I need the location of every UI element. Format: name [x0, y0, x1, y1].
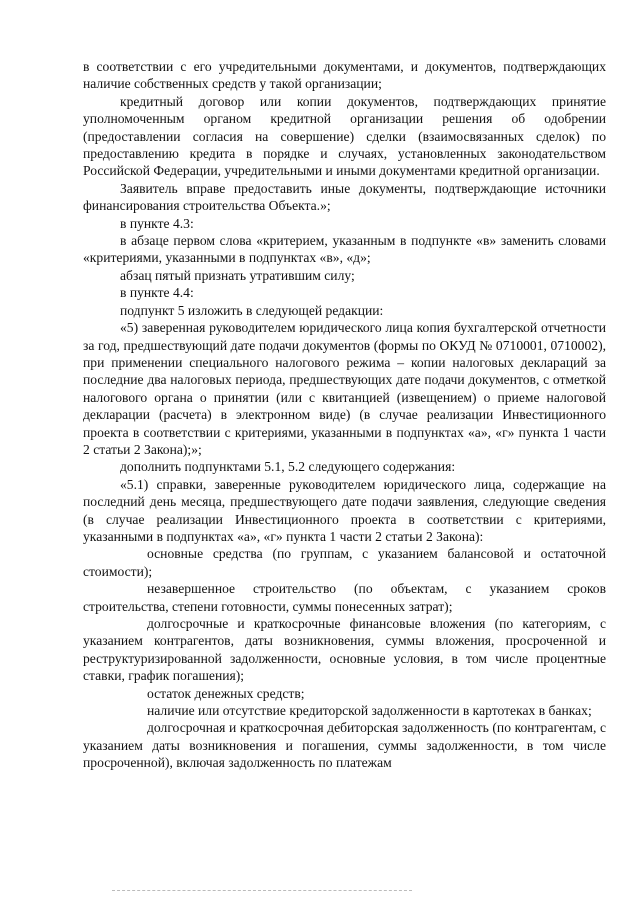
scan-edge-line [112, 890, 412, 891]
paragraph-1: в соответствии с его учредительными документами, и документов, подтверждающих наличие собственных средств у такой организации; [83, 59, 606, 92]
paragraph-17: долгосрочная и краткосрочная дебиторская задолженность (по контрагентам, с указанием даты возникновения и погашения, суммы задолженности, в том числе просроченной), включая задолженность по платежам [83, 720, 606, 771]
paragraph-10: дополнить подпунктами 5.1, 5.2 следующего содержания: [120, 459, 456, 475]
paragraph-12: основные средства (по группам, с указанием балансовой и остаточной стоимости); [83, 546, 606, 579]
paragraph-11: «5.1) справки, заверенные руководителем юридического лица, содержащие на последний день месяца, предшествующего дате подачи заявления, следующие сведения (в случае реализации Инвестиционного проекта в соответствии с критериями, указанными в подпунктах «а», «г» пункта 1 части 2 статьи 2 Закона): [83, 476, 606, 544]
paragraph-9: «5) заверенная руководителем юридического лица копия бухгалтерской отчетности за год, предшествующий дате подачи документов (формы по ОКУД № 0710001, 0710002), при применении специального налогового режима – копии налоговых деклараций за последние два налоговых периода, предшествующих дате подачи документов, с отметкой налогового органа о принятии (или с квитанцией (извещением) о приеме налоговой декларации (расчета) в электронном виде) (в случае реализации Инвестиционного проекта в соответствии с критериями, указанными в подпунктах «а», «г» пункта 1 части 2 статьи 2 Закона);»; [83, 320, 606, 457]
paragraph-6: абзац пятый признать утратившим силу; [120, 267, 355, 283]
paragraph-13: незавершенное строительство (по объектам, с указанием сроков строительства, степени готовности, суммы понесенных затрат); [83, 581, 606, 614]
paragraph-5: в абзаце первом слова «критерием, указанным в подпункте «в» заменить словами «критериями, указанными в подпунктах «в», «д»; [83, 233, 606, 266]
paragraph-14: долгосрочные и краткосрочные финансовые вложения (по категориям, с указанием контрагентов, даты возникновения, суммы вложения, просроченной и реструктуризированной задолженности, основные условия, в том числе процентные ставки, график погашения); [83, 616, 606, 684]
paragraph-16: наличие или отсутствие кредиторской задолженности в картотеках в банках; [147, 703, 592, 719]
paragraph-7: в пункте 4.4: [120, 285, 194, 301]
paragraph-2: кредитный договор или копии документов, подтверждающих принятие уполномоченным органом кредитной организации решения об одобрении (предоставлении согласия на совершение) сделки (взаимосвязанных сделок) по предоставлению кредита в порядке и случаях, установленных законодательством Российской Федерации, учредительными и иными документами кредитной организации. [83, 93, 606, 179]
paragraph-15: остаток денежных средств; [147, 685, 305, 701]
paragraph-4: в пункте 4.3: [120, 215, 194, 231]
paragraph-3: Заявитель вправе предоставить иные документы, подтверждающие источники финансирования строительства Объекта.»; [83, 180, 606, 214]
paragraph-8: подпункт 5 изложить в следующей редакции: [120, 302, 384, 318]
